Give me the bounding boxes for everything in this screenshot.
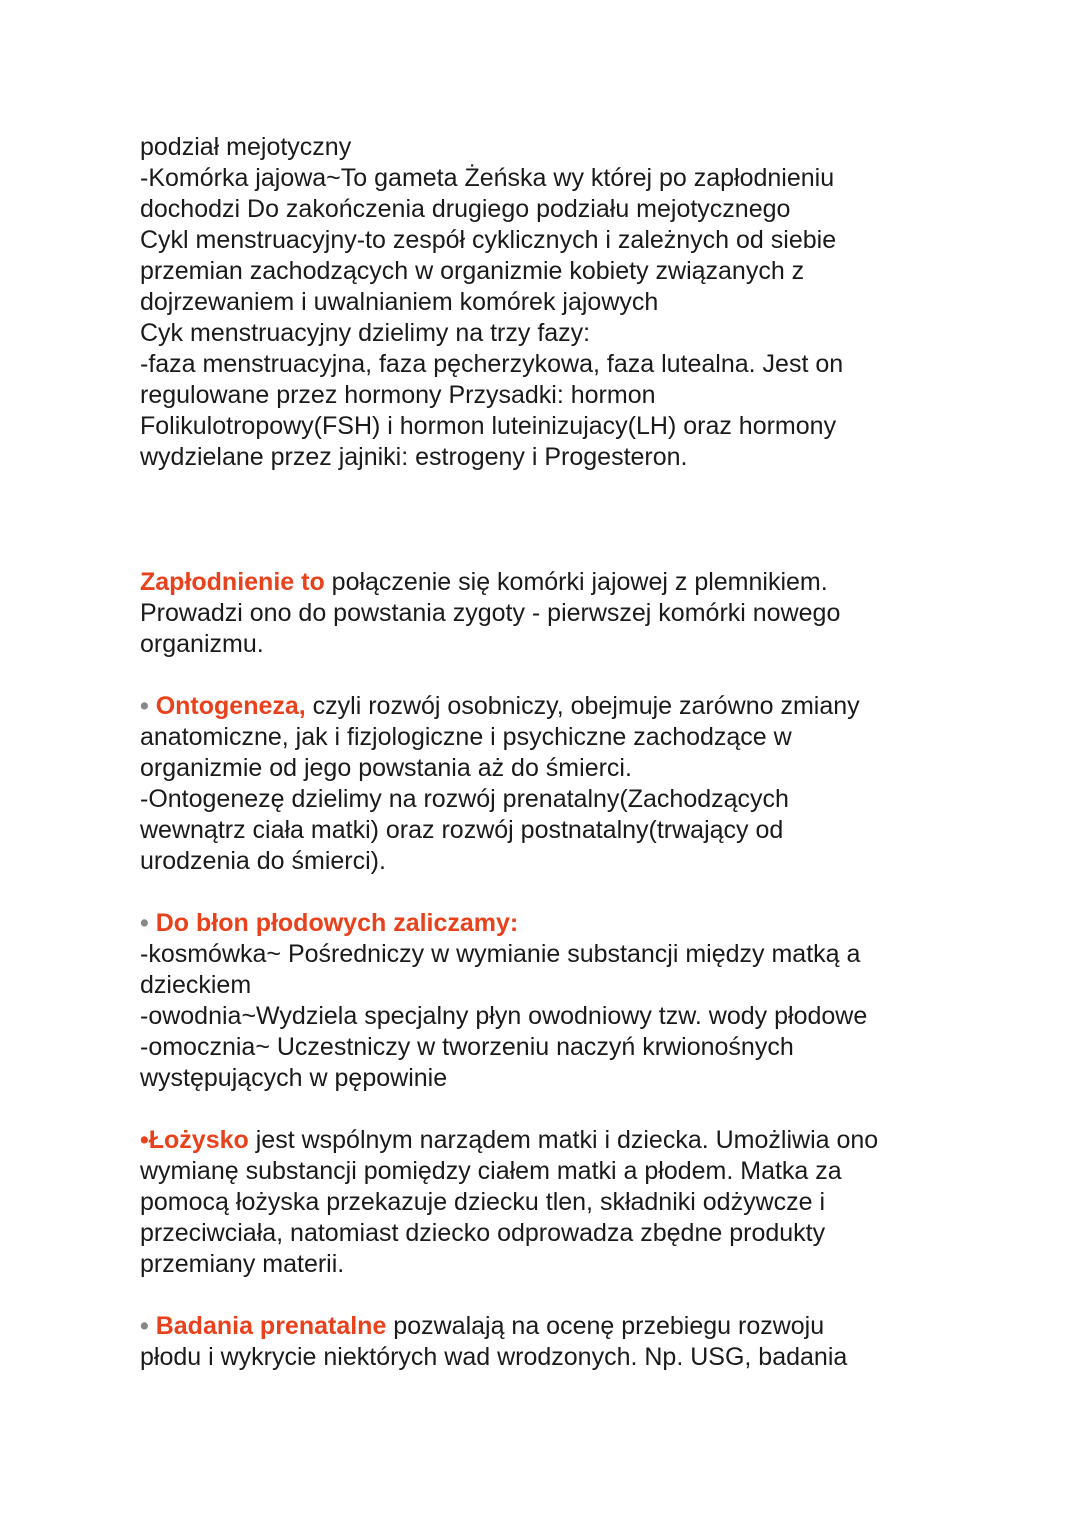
text-line: organizmu. — [140, 630, 264, 658]
text-line: przemiany materii. — [140, 1250, 345, 1278]
text-line: wydzielane przez jajniki: estrogeny i Progesteron. — [140, 443, 688, 471]
section-spacer — [140, 1280, 1020, 1311]
text-line: wymianę substancji pomiędzy ciałem matki a płodem. Matka za — [140, 1157, 842, 1185]
membranes-paragraph — [140, 908, 1020, 1094]
text-line — [140, 1125, 1020, 1156]
term-membranes: Do błon płodowych zaliczamy: — [155, 909, 519, 937]
text-line: płodu i wykrycie niektórych wad wrodzonych. Np. USG, badania — [140, 1343, 848, 1371]
text-line: regulowane przez hormony Przysadki: hormon — [140, 381, 656, 409]
text-line: -omocznia~ Uczestniczy w tworzeniu naczyń krwionośnych — [140, 1033, 794, 1061]
intro-paragraph — [140, 132, 1020, 473]
text-line — [140, 567, 1020, 598]
text-line: dojrzewaniem i uwalnianiem komórek jajowych — [140, 288, 659, 316]
text-line: pomocą łożyska przekazuje dziecku tlen, składniki odżywcze i — [140, 1188, 826, 1216]
section-spacer — [140, 660, 1020, 691]
term-placenta: Łożysko — [148, 1126, 249, 1154]
text-line: -faza menstruacyjna, faza pęcherzykowa, faza lutealna. Jest on — [140, 350, 844, 378]
section-spacer — [140, 473, 1020, 567]
text-line: Prowadzi ono do powstania zygoty - pierwszej komórki nowego — [140, 599, 841, 627]
text-line: występujących w pępowinie — [140, 1064, 448, 1092]
placenta-paragraph — [140, 1125, 1020, 1280]
bullet-icon: • — [140, 1312, 149, 1340]
text-line: Cyk menstruacyjny dzielimy na trzy fazy: — [140, 319, 591, 347]
text-line — [140, 1311, 1020, 1342]
text-line — [140, 691, 1020, 722]
bullet-icon: • — [140, 909, 149, 937]
text-line: dochodzi Do zakończenia drugiego podziału mejotycznego — [140, 195, 791, 223]
text-run: jest wspólnym narządem matki i dziecka. Umożliwia ono — [248, 1126, 879, 1154]
text-line: wewnątrz ciała matki) oraz rozwój postnatalny(trwający od — [140, 816, 784, 844]
text-line — [140, 908, 1020, 939]
term-prenatal: Badania prenatalne — [155, 1312, 387, 1340]
text-line: anatomiczne, jak i fizjologiczne i psychiczne zachodzące w — [140, 723, 792, 751]
text-line: organizmie od jego powstania aż do śmierci. — [140, 754, 632, 782]
section-spacer — [140, 877, 1020, 908]
text-run: połączenie się komórki jajowej z plemnikiem. — [324, 568, 828, 596]
text-line: -owodnia~Wydziela specjalny płyn owodniowy tzw. wody płodowe — [140, 1002, 868, 1030]
term-fertilization: Zapłodnienie to — [140, 568, 325, 596]
text-line: Cykl menstruacyjny-to zespół cyklicznych i zależnych od siebie — [140, 226, 837, 254]
ontogeny-paragraph — [140, 691, 1020, 877]
text-line: przeciwciała, natomiast dziecko odprowadza zbędne produkty — [140, 1219, 826, 1247]
text-run: pozwalają na ocenę przebiegu rozwoju — [386, 1312, 825, 1340]
text-line: Folikulotropowy(FSH) i hormon luteinizujacy(LH) oraz hormony — [140, 412, 837, 440]
text-line: -kosmówka~ Pośredniczy w wymianie substancji między matką a — [140, 940, 861, 968]
term-ontogeny: Ontogeneza, — [155, 692, 306, 720]
text-line: przemian zachodzących w organizmie kobiety związanych z — [140, 257, 805, 285]
document-page — [140, 132, 1020, 1373]
text-line: -Komórka jajowa~To gameta Żeńska wy której po zapłodnieniu — [140, 164, 835, 192]
prenatal-paragraph — [140, 1311, 1020, 1373]
text-line: dzieckiem — [140, 971, 252, 999]
section-spacer — [140, 1094, 1020, 1125]
bullet-icon: • — [140, 1126, 149, 1154]
fertilization-paragraph — [140, 567, 1020, 660]
text-line: podział mejotyczny — [140, 133, 352, 161]
text-line: -Ontogenezę dzielimy na rozwój prenatalny(Zachodzących — [140, 785, 789, 813]
text-run: czyli rozwój osobniczy, obejmuje zarówno zmiany — [305, 692, 860, 720]
bullet-icon: • — [140, 692, 149, 720]
text-line: urodzenia do śmierci). — [140, 847, 386, 875]
